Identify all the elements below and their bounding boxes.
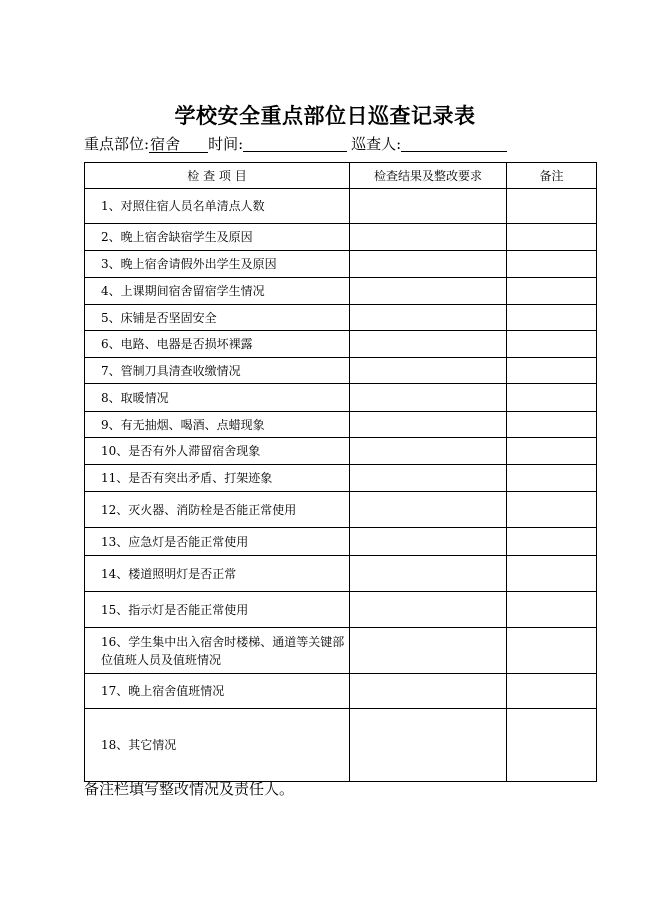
result-cell[interactable] (350, 465, 507, 492)
table-row (85, 592, 597, 628)
remark-cell[interactable] (507, 412, 597, 438)
check-item: 14、楼道照明灯是否正常 (85, 556, 350, 592)
footer-note: 备注栏填写整改情况及责任人。 (84, 780, 295, 798)
result-cell[interactable] (350, 251, 507, 278)
table-row (85, 628, 597, 674)
table-row (85, 224, 597, 251)
check-item: 13、应急灯是否能正常使用 (85, 528, 350, 556)
remark-cell[interactable] (507, 358, 597, 384)
result-cell[interactable] (350, 384, 507, 412)
result-cell[interactable] (350, 709, 507, 782)
header-remark: 备注 (507, 163, 597, 189)
result-cell[interactable] (350, 674, 507, 709)
table-row (85, 528, 597, 556)
header-result: 检查结果及整改要求 (350, 163, 507, 189)
check-item: 6、电路、电器是否损坏裸露 (85, 331, 350, 358)
check-item: 10、是否有外人滞留宿舍现象 (85, 438, 350, 465)
check-item: 17、晚上宿舍值班情况 (85, 674, 350, 709)
inspector-label: 巡查人: (351, 135, 402, 153)
result-cell[interactable] (350, 492, 507, 528)
result-cell[interactable] (350, 278, 507, 305)
result-cell[interactable] (350, 305, 507, 331)
table-row (85, 251, 597, 278)
check-item: 16、学生集中出入宿舍时楼梯、通道等关键部位值班人员及值班情况 (85, 628, 350, 674)
remark-cell[interactable] (507, 305, 597, 331)
table-row (85, 556, 597, 592)
table-row (85, 278, 597, 305)
table-row (85, 189, 597, 224)
check-item: 3、晚上宿舍请假外出学生及原因 (85, 251, 350, 278)
page-title: 学校安全重点部位日巡查记录表 (174, 103, 476, 128)
result-cell[interactable] (350, 628, 507, 674)
table-row (85, 674, 597, 709)
result-cell[interactable] (350, 412, 507, 438)
remark-cell[interactable] (507, 251, 597, 278)
header-check-item: 检 查 项 目 (85, 163, 350, 189)
remark-cell[interactable] (507, 628, 597, 674)
remark-cell[interactable] (507, 278, 597, 305)
check-item: 4、上课期间宿舍留宿学生情况 (85, 278, 350, 305)
remark-cell[interactable] (507, 528, 597, 556)
check-item: 18、其它情况 (85, 709, 350, 782)
check-item: 7、管制刀具清查收缴情况 (85, 358, 350, 384)
check-item: 1、对照住宿人员名单清点人数 (85, 189, 350, 224)
table-row (85, 358, 597, 384)
result-cell[interactable] (350, 224, 507, 251)
remark-cell[interactable] (507, 224, 597, 251)
result-cell[interactable] (350, 556, 507, 592)
remark-cell[interactable] (507, 556, 597, 592)
inspection-table (84, 162, 597, 782)
remark-cell[interactable] (507, 189, 597, 224)
remark-cell[interactable] (507, 709, 597, 782)
check-item: 9、有无抽烟、喝酒、点蜡现象 (85, 412, 350, 438)
location-label: 重点部位: (84, 135, 150, 153)
table-header-row (85, 163, 597, 189)
result-cell[interactable] (350, 592, 507, 628)
remark-cell[interactable] (507, 384, 597, 412)
remark-cell[interactable] (507, 592, 597, 628)
remark-cell[interactable] (507, 465, 597, 492)
result-cell[interactable] (350, 331, 507, 358)
remark-cell[interactable] (507, 492, 597, 528)
check-item: 2、晚上宿舍缺宿学生及原因 (85, 224, 350, 251)
table-row (85, 331, 597, 358)
time-field[interactable] (243, 135, 347, 152)
table-row (85, 492, 597, 528)
inspector-field[interactable] (401, 135, 507, 152)
check-item: 5、床铺是否坚固安全 (85, 305, 350, 331)
table-row (85, 465, 597, 492)
table-row (85, 438, 597, 465)
result-cell[interactable] (350, 528, 507, 556)
table-row (85, 384, 597, 412)
table-row (85, 412, 597, 438)
time-label: 时间: (208, 135, 244, 153)
table-row (85, 709, 597, 782)
check-item: 8、取暖情况 (85, 384, 350, 412)
result-cell[interactable] (350, 189, 507, 224)
meta-line (84, 133, 604, 155)
result-cell[interactable] (350, 358, 507, 384)
remark-cell[interactable] (507, 331, 597, 358)
remark-cell[interactable] (507, 674, 597, 709)
check-item: 15、指示灯是否能正常使用 (85, 592, 350, 628)
check-item: 12、灭火器、消防栓是否能正常使用 (85, 492, 350, 528)
result-cell[interactable] (350, 438, 507, 465)
remark-cell[interactable] (507, 438, 597, 465)
check-item: 11、是否有突出矛盾、打架迹象 (85, 465, 350, 492)
location-value[interactable]: 宿舍 (149, 136, 208, 153)
table-row (85, 305, 597, 331)
